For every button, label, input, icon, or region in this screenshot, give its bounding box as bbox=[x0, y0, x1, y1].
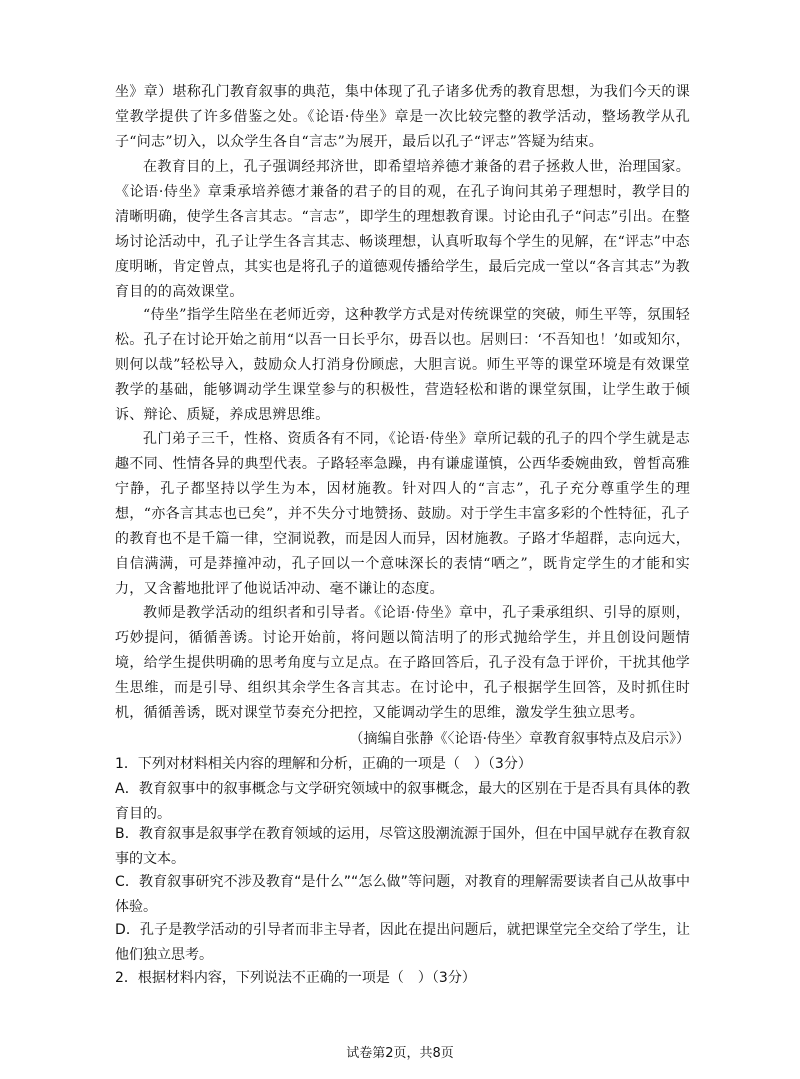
passage-paragraph-5: 教师是教学活动的组织者和引导者。《论语·侍坐》章中，孔子秉承组织、引导的原则，巧妙提问，循循善诱。讨论开始前，将问题以简洁明了的形式抛给学生，并且创设问题情境，给学生提供明确的思考角度与立足点。在子路回答后，孔子没有急于评价，干扰其他学生思维，而是引导、组织其余学生各言其志。在讨论中，孔子根据学生回答，及时抓住时机，循循善诱，既对课堂节奏充分把控，又能调动学生的思维，激发学生独立思考。 bbox=[115, 605, 690, 721]
source-citation: （摘编自张静《〈论语·侍坐〉章教育叙事特点及启示》） bbox=[349, 731, 690, 747]
question-1-option-d: D．孔子是教学活动的引导者而非主导者，因此在提出问题后，就把课堂完全交给了学生，让他们独立思考。 bbox=[115, 922, 690, 963]
question-1-stem: 1．下列对材料相关内容的理解和分析，正确的一项是（ ）（3分） bbox=[115, 756, 532, 772]
question-1-option-c: C．教育叙事研究不涉及教育“是什么”“怎么做”等问题，对教育的理解需要读者自己从故事中体验。 bbox=[115, 874, 690, 915]
question-2-stem: 2．根据材料内容，下列说法不正确的一项是（ ）（3分） bbox=[115, 970, 476, 986]
question-1-option-b: B．教育叙事是叙事学在教育领域的运用，尽管这股潮流源于国外，但在中国早就存在教育叙事的文本。 bbox=[115, 826, 690, 867]
page-footer: 试卷第2页，共8页 bbox=[346, 1046, 454, 1061]
passage-paragraph-3: “侍坐”指学生陪坐在老师近旁，这种教学方式是对传统课堂的突破，师生平等，氛围轻松。孔子在讨论开始之前用“以吾一日长乎尔，毋吾以也。居则曰：‘不吾知也！’如或知尔，则何以哉”轻松导入，鼓励众人打消身份顾虑，大胆言说。师生平等的课堂环境是有效课堂教学的基础，能够调动学生课堂参与的积极性，营造轻松和谐的课堂氛围，让学生敢于倾诉、辩论、质疑，养成思辨思维。 bbox=[115, 307, 690, 423]
question-1-option-a: A．教育叙事中的叙事概念与文学研究领域中的叙事概念，最大的区别在于是否具有具体的教育目的。 bbox=[115, 781, 690, 822]
passage-paragraph-4: 孔门弟子三千，性格、资质各有不同，《论语·侍坐》章所记载的孔子的四个学生就是志趣不同、性情各异的典型代表。子路轻率急躁，冉有谦虚谨慎，公西华委婉曲致，曾皙高雅宁静，孔子都坚持以学生为本，因材施教。针对四人的“言志”，孔子充分尊重学生的理想，“亦各言其志也已矣”，并不失分寸地赞扬、鼓励。对于学生丰富多彩的个性特征，孔子的教育也不是千篇一律，空洞说教，而是因人而异，因材施教。子路才华超群，志向远大，自信满满，可是莽撞冲动，孔子回以一个意味深长的表情“哂之”，既肯定学生的才能和实力，又含蓄地批评了他说话冲动、毫不谦让的态度。 bbox=[115, 431, 690, 597]
passage-paragraph-1: 坐》章）堪称孔门教育叙事的典范，集中体现了孔子诸多优秀的教育思想，为我们今天的课堂教学提供了许多借鉴之处。《论语·侍坐》章是一次比较完整的教学活动，整场教学从孔子“问志”切入，以众学生各自“言志”为展开，最后以孔子“评志”答疑为结束。 bbox=[115, 84, 690, 150]
passage-paragraph-2: 在教育目的上，孔子强调经邦济世，即希望培养德才兼备的君子拯救人世，治理国家。《论语·侍坐》章秉承培养德才兼备的君子的目的观，在孔子询问其弟子理想时，教学目的清晰明确，使学生各言其志。“言志”，即学生的理想教育课。讨论由孔子“问志”引出。在整场讨论活动中，孔子让学生各言其志、畅谈理想，认真听取每个学生的见解，在“评志”中态度明晰，肯定曾点，其实也是将孔子的道德观传播给学生，最后完成一堂以“各言其志”为教育目的的高效课堂。 bbox=[115, 159, 690, 300]
